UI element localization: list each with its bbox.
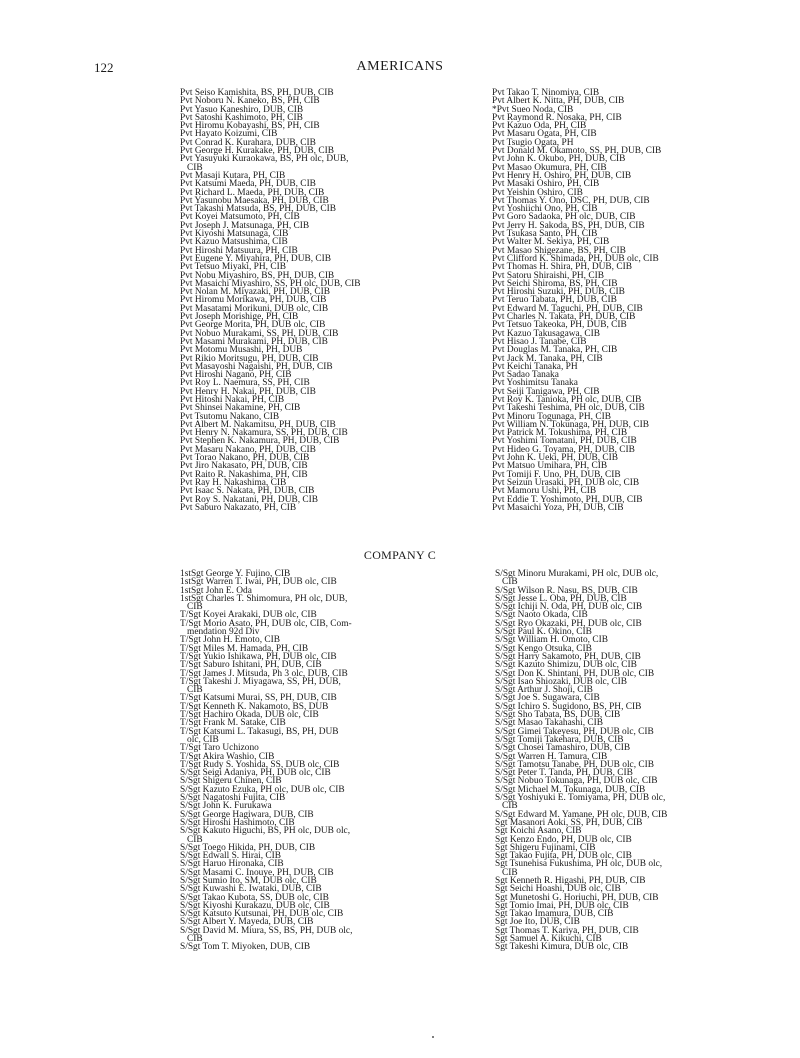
roster-entry: Sgt Takao Imamura, DUB, CIB (495, 909, 614, 920)
roster-entry: Sgt Joe Ito, DUB, CIB (495, 917, 580, 928)
roster-entry: Pvt Albert K. Nitta, PH, DUB, CIB (492, 96, 625, 107)
roster-entry: S/Sgt Isao Shiozaki, DUB olc, CIB (495, 676, 628, 687)
roster-entry: Pvt Nobuo Murakami, SS, PH, DUB, CIB (180, 328, 339, 339)
roster-entry: Pvt Jiro Nakasato, PH, DUB, CIB (180, 461, 308, 472)
roster-entry: Pvt Henry N. Nakamura, SS, PH, DUB, CIB (180, 428, 348, 439)
roster-entry: Pvt Hayato Koizumi, CIB (180, 129, 278, 140)
roster-entry: CIB (180, 834, 203, 845)
roster-entry: Pvt Seichi Shiroma, BS, PH, CIB (492, 278, 618, 289)
roster-entry: S/Sgt Don K. Shintani, PH, DUB olc, CIB (495, 668, 655, 679)
roster-entry: T/Sgt Katsumi Murai, SS, PH, DUB, CIB (180, 693, 337, 704)
roster-entry: Pvt Raito R. Nakashima, PH, CIB (180, 469, 308, 480)
roster-entry: Pvt Joseph J. Matsunaga, PH, CIB (180, 220, 310, 231)
roster-entry: S/Sgt Katsuto Kutsunai, PH, DUB olc, CIB (180, 909, 344, 920)
roster-entry: Sgt Masanori Aoki, SS, PH, DUB, CIB (495, 817, 643, 828)
roster-entry: Pvt Kiyoshi Matsunaga, CIB (180, 229, 289, 240)
roster-entry: S/Sgt Kazuto Shimizu, DUB olc, CIB (495, 660, 637, 671)
roster-entry: S/Sgt Toego Hikida, PH, DUB, CIB (180, 842, 316, 853)
roster-entry: Pvt Clifford K. Shimada, PH, DUB olc, CIB (492, 253, 659, 264)
roster-entry: Pvt Kazuo Takusagawa, CIB (492, 328, 601, 339)
roster-entry: Pvt Noboru N. Kaneko, BS, PH, CIB (180, 96, 320, 107)
roster-entry: Sgt Thomas T. Kariya, PH, DUB, CIB (495, 925, 639, 936)
roster-entry: T/Sgt Frank M. Satake, CIB (180, 718, 286, 729)
roster-entry: Pvt Tsugio Ogata, PH (492, 137, 574, 148)
roster-entry: Pvt Thomas Y. Ono, DSC, PH, DUB, CIB (492, 195, 650, 206)
roster-entry: Pvt Yeishin Oshiro, CIB (492, 187, 583, 198)
print-speck (432, 1036, 434, 1038)
roster-entry: Pvt Hiroshi Matsuura, PH, CIB (180, 245, 298, 256)
roster-entry: S/Sgt John K. Furukawa (180, 801, 272, 812)
roster-entry: Pvt Motomu Musashi, PH, DUB (180, 345, 303, 356)
roster-entry: Pvt Yasunobu Maesaka, PH, DUB, CIB (180, 195, 329, 206)
roster-entry: Pvt Joseph Morishige, PH, CIB (180, 312, 299, 323)
roster-entry: CIB (495, 577, 518, 588)
roster-entry: Pvt Masao Okumura, PH, CIB (492, 162, 607, 173)
roster-entry: T/Sgt Hachiro Okada, DUB olc, CIB (180, 710, 319, 721)
roster-entry: CIB (180, 162, 203, 173)
roster-entry: Pvt Takashi Matsuda, BS, PH, DUB, CIB (180, 204, 336, 215)
roster-entry: mendation 92d Div (180, 627, 260, 638)
roster-entry: S/Sgt Chosei Tamashiro, DUB, CIB (495, 743, 631, 754)
roster-entry: Pvt Nobu Miyashiro, BS, PH, DUB, CIB (180, 270, 335, 281)
roster-entry: *Pvt Sueo Noda, CIB (492, 104, 574, 115)
roster-entry: Pvt Masaru Ogata, PH, CIB (492, 129, 597, 140)
roster-entry: S/Sgt Nagatoshi Fujita, CIB (180, 793, 286, 804)
roster-entry: Pvt Keichi Tanaka, PH (492, 361, 578, 372)
roster-entry: Pvt George Morita, PH, DUB olc, CIB (180, 320, 326, 331)
roster-entry: S/Sgt Shigeru Chinen, CIB (180, 776, 282, 787)
roster-entry: olc, CIB (180, 734, 219, 745)
roster-entry: Pvt Roy L. Naemura, SS, PH, CIB (180, 378, 310, 389)
roster-entry: Pvt Roy S. Nakatani, PH, DUB, CIB (180, 494, 319, 505)
roster-entry: S/Sgt Seigi Adaniya, PH, DUB olc, CIB (180, 768, 331, 779)
roster-entry: Pvt Tetsuo Miyaki, PH, CIB (180, 262, 286, 273)
roster-entry: T/Sgt John H. Emoto, CIB (180, 635, 281, 646)
roster-entry: CIB (495, 801, 518, 812)
roster-entry: T/Sgt Miles M. Hamada, PH, CIB (180, 643, 309, 654)
roster-entry: Pvt Conrad K. Kurahara, DUB, CIB (180, 137, 316, 148)
roster-entry: Pvt Thomas H. Shira, PH, DUB, CIB (492, 262, 632, 273)
roster-entry: Pvt Ray H. Nakashima, CIB (180, 477, 287, 488)
roster-entry: Pvt Katsumi Maeda, PH, DUB, CIB (180, 179, 316, 190)
roster-entry: Pvt Sadao Tanaka (492, 370, 559, 381)
roster-entry: Sgt Tsunehisa Fukushima, PH olc, DUB olc, (495, 859, 663, 870)
roster-entry: Pvt Hiroshi Suzuki, PH, DUB, CIB (492, 287, 625, 298)
roster-entry: Pvt Tsukasa Santo, PH, CIB (492, 229, 598, 240)
roster-entry: Pvt Masaichi Miyashiro, SS, PH olc, DUB, CIB (180, 278, 361, 289)
page-number: 122 (94, 60, 114, 75)
roster-entry: S/Sgt Nobuo Tokunaga, PH, DUB olc, CIB (495, 776, 658, 787)
roster-entry: Pvt Edward M. Taguchi, PH, DUB, CIB (492, 303, 643, 314)
roster-entry: S/Sgt Hiroshi Hashimoto, CIB (180, 817, 295, 828)
roster-entry: S/Sgt Masao Takahashi, CIB (495, 718, 604, 729)
roster-entry: Pvt Torao Nakano, PH, DUB, CIB (180, 453, 310, 464)
roster-entry: S/Sgt Michael M. Tokunaga, DUB, CIB (495, 784, 646, 795)
roster-entry: Pvt Nolan M. Miyazaki, PH, DUB, CIB (180, 287, 330, 298)
running-head: AMERICANS (356, 59, 444, 74)
roster-entry: S/Sgt Ichiji N. Oda, PH, DUB olc, CIB (495, 602, 643, 613)
roster-entry: S/Sgt Minoru Murakami, PH olc, DUB olc, (495, 569, 659, 579)
roster-entry: T/Sgt Kenneth K. Nakamoto, BS, DUB (180, 701, 329, 712)
roster-entry: Pvt John K. Ueki, PH, DUB, CIB (492, 453, 619, 464)
roster-entry: Pvt Isaac S. Nakata, PH, DUB, CIB (180, 486, 315, 497)
roster-entry: S/Sgt Sho Tabata, BS, DUB, CIB (495, 710, 621, 721)
roster-entry: Sgt Samuel A. Kikuchi, CIB (495, 934, 602, 945)
roster-entry: Pvt Henry H. Nakai, PH, DUB, CIB (180, 386, 316, 397)
roster-entry: Pvt Shinsei Nakamine, PH, CIB (180, 403, 301, 414)
roster-entry: S/Sgt Kiyoshi Kurakazu, DUB olc, CIB (180, 900, 330, 911)
roster-entry: Sgt Munetoshi G. Horiuchi, PH, DUB, CIB (495, 892, 659, 903)
roster-entry: Pvt Hiromu Kobayashi, BS, PH, CIB (180, 121, 320, 132)
roster-entry: Sgt Takeshi Kimura, DUB olc, CIB (495, 942, 629, 953)
roster-entry: S/Sgt Paul K. Okino, CIB (495, 627, 592, 638)
roster-entry: T/Sgt Taro Uchizono (180, 743, 259, 754)
roster-entry: S/Sgt Wilson R. Nasu, BS, DUB, CIB (495, 585, 638, 596)
roster-entry: Sgt Shigeru Fujinami, CIB (495, 842, 596, 853)
roster-entry: Pvt Masao Shigezane, BS, PH, CIB (492, 245, 626, 256)
roster-entry: Pvt Seizun Urasaki, PH, DUB olc, CIB (492, 477, 640, 488)
roster-entry: S/Sgt Tamotsu Tanabe, PH, DUB olc, CIB (495, 759, 655, 770)
roster-entry: Sgt Takao Fujita, PH, DUB olc, CIB (495, 851, 632, 862)
roster-entry: S/Sgt Peter T. Tanda, PH, DUB, CIB (495, 768, 633, 779)
roster-entry: T/Sgt Koyei Arakaki, DUB olc, CIB (180, 610, 317, 621)
roster-entry: Pvt Satoru Shiraishi, PH, CIB (492, 270, 604, 281)
roster-entry: Sgt Kenneth R. Higashi, PH, DUB, CIB (495, 875, 646, 886)
roster-entry: S/Sgt Kazuto Ezuka, PH olc, DUB olc, CIB (180, 784, 345, 795)
roster-entry: Pvt Roy K. Tanioka, PH olc, DUB, CIB (492, 394, 642, 405)
roster-entry: Pvt Jack M. Tanaka, PH, CIB (492, 353, 603, 364)
roster-entry: Pvt Eugene Y. Miyahira, PH, DUB, CIB (180, 253, 332, 264)
roster-entry: Pvt Teruo Tabata, PH, DUB, CIB (492, 295, 617, 306)
roster-entry: S/Sgt Sumio Ito, SM, DUB olc, CIB (180, 875, 317, 886)
roster-entry: S/Sgt George Hagiwara, DUB, CIB (180, 809, 314, 820)
roster-entry: Pvt Kazuo Matsushima, CIB (180, 237, 288, 248)
roster-entry: 1stSgt Warren T. Iwai, PH, DUB olc, CIB (180, 577, 337, 588)
roster-entry: Pvt Masatami Morikuni, DUB olc, CIB (180, 303, 329, 314)
roster-entry: Pvt Eddie T. Yoshimoto, PH, DUB, CIB (492, 494, 643, 505)
roster-entry: Pvt Tomiji F. Uno, PH, DUB, CIB (492, 469, 621, 480)
roster-entry: S/Sgt Masami C. Inouye, PH, DUB, CIB (180, 867, 334, 878)
roster-entry: 1stSgt George Y. Fujino, CIB (180, 569, 291, 579)
roster-entry: Pvt Yoshimi Tomatani, PH, DUB, CIB (492, 436, 637, 447)
roster-entry: Pvt Yoshiichi Ono, PH, CIB (492, 204, 598, 215)
roster-column-upper-right (492, 89, 792, 512)
roster-entry: Pvt Masaki Oshiro, PH, CIB (492, 179, 600, 190)
roster-entry: 1stSgt Charles T. Shimomura, PH olc, DUB, (180, 593, 348, 604)
roster-entry: T/Sgt Saburo Ishitani, PH, DUB, CIB (180, 660, 322, 671)
roster-entry: Pvt Stephen K. Nakamura, PH, DUB, CIB (180, 436, 340, 447)
roster-column-upper-left (180, 89, 472, 512)
roster-entry: CIB (180, 685, 203, 696)
roster-entry: Pvt Masami Murakami, PH, DUB, CIB (180, 336, 328, 347)
roster-entry: Pvt Hiromu Morikawa, PH, DUB, CIB (180, 295, 327, 306)
roster-entry: Pvt Masayoshi Nagaishi, PH, DUB, CIB (180, 361, 333, 372)
roster-entry: S/Sgt Harry Sakamoto, PH, DUB, CIB (495, 651, 641, 662)
roster-entry: Pvt Henry H. Oshiro, PH, DUB, CIB (492, 170, 632, 181)
roster-entry: T/Sgt Takeshi J. Miyagawa, SS, PH, DUB, (180, 676, 341, 687)
roster-entry: T/Sgt James J. Mitsuda, Ph 3 olc, DUB, CIB (180, 668, 348, 679)
roster-entry: Pvt Goro Sadaoka, PH olc, DUB, CIB (492, 212, 636, 223)
roster-entry: Pvt Patrick M. Tokushima, PH, CIB (492, 428, 628, 439)
roster-entry: CIB (495, 867, 518, 878)
roster-entry: Pvt Masaru Nakano, PH, DUB, CIB (180, 444, 316, 455)
roster-entry: CIB (180, 934, 203, 945)
roster-column-lower-right (495, 570, 795, 952)
roster-entry: S/Sgt Warren H. Tamura, CIB (495, 751, 608, 762)
roster-entry: Pvt Yoshimitsu Tanaka (492, 378, 578, 389)
roster-entry: Pvt Hideo G. Toyama, PH, DUB, CIB (492, 444, 635, 455)
roster-entry: S/Sgt Kuwashi E. Iwataki, DUB, CIB (180, 884, 322, 895)
roster-entry: T/Sgt Akira Washio, CIB (180, 751, 275, 762)
roster-entry: S/Sgt Naoto Okada, CIB (495, 610, 588, 621)
roster-entry: S/Sgt Kakuto Higuchi, BS, PH olc, DUB olc, (180, 826, 351, 837)
roster-entry: T/Sgt Katsumi L. Takasugi, BS, PH, DUB (180, 726, 339, 737)
roster-entry: S/Sgt Jesse L. Oba, PH, DUB, CIB (495, 593, 627, 604)
roster-entry: Pvt Mamoru Ushi, PH, CIB (492, 486, 597, 497)
roster-entry: Pvt Masaichi Yoza, PH, DUB, CIB (492, 502, 624, 513)
roster-entry: S/Sgt William H. Omoto, CIB (495, 635, 609, 646)
roster-entry: Pvt William N. Tokunaga, PH, DUB, CIB (492, 419, 649, 430)
roster-entry: Pvt Douglas M. Tanaka, PH, CIB (492, 345, 618, 356)
roster-entry: Pvt Masaji Kutara, PH, CIB (180, 170, 286, 181)
roster-entry: Pvt Tsutomu Nakano, CIB (180, 411, 280, 422)
roster-entry: S/Sgt Albert Y. Mayeda, DUB, CIB (180, 917, 314, 928)
roster-entry: 1stSgt John E. Oda (180, 585, 252, 596)
roster-entry: Pvt Donald M. Okamoto, SS, PH, DUB, CIB (492, 146, 662, 157)
roster-entry: S/Sgt Joe S. Sugawara, CIB (495, 693, 600, 704)
roster-entry: Pvt Kazuo Oda, PH, CIB (492, 121, 587, 132)
roster-entry: S/Sgt Gimei Takeyesu, PH, DUB olc, CIB (495, 726, 654, 737)
roster-entry: Pvt Rikio Moritsugu, PH, DUB, CIB (180, 353, 319, 364)
roster-entry: Pvt Walter M. Sekiya, PH, CIB (492, 237, 610, 248)
roster-entry: Pvt Hitoshi Nakai, PH, CIB (180, 394, 285, 405)
roster-entry: T/Sgt Yukio Ishikawa, PH, DUB olc, CIB (180, 651, 337, 662)
roster-entry: Pvt Charles N. Takata, PH, DUB, CIB (492, 312, 636, 323)
roster-entry: Pvt Koyei Matsumoto, PH, CIB (180, 212, 300, 223)
roster-entry: S/Sgt Tomiji Takehara, DUB, CIB (495, 734, 624, 745)
roster-entry: S/Sgt Ryo Okazaki, PH, DUB olc, CIB (495, 618, 642, 629)
roster-entry: S/Sgt Edwall S. Hirai, CIB (180, 851, 282, 862)
roster-entry: T/Sgt Morio Asato, PH, DUB olc, CIB, Com- (180, 618, 352, 629)
roster-entry: Sgt Seichi Hoashi, DUB olc, CIB (495, 884, 621, 895)
roster-entry: CIB (180, 602, 203, 613)
roster-entry: S/Sgt Kengo Otsuka, CIB (495, 643, 592, 654)
roster-entry: Pvt Seiso Kamishita, BS, PH, DUB, CIB (180, 88, 334, 98)
roster-entry: Pvt Tetsuo Takeoka, PH, DUB, CIB (492, 320, 627, 331)
roster-entry: Pvt Hiroshi Nagano, PH, CIB (180, 370, 292, 381)
roster-entry: Pvt Hisao J. Tanabe, CIB (492, 336, 587, 347)
roster-entry: Pvt Richard L. Maeda, PH, DUB, CIB (180, 187, 325, 198)
roster-entry: Pvt Seiji Tanigawa, PH, CIB (492, 386, 600, 397)
roster-entry: Pvt Minoru Togunaga, PH, CIB (492, 411, 611, 422)
roster-entry: T/Sgt Rudy S. Yoshida, SS, DUB olc, CIB (180, 759, 340, 770)
roster-entry: Pvt Yasuyuki Kuraokawa, BS, PH olc, DUB, (180, 154, 349, 165)
roster-entry: S/Sgt David M. Miura, SS, BS, PH, DUB olc, (180, 925, 353, 936)
roster-column-lower-left (180, 570, 480, 952)
roster-entry: S/Sgt Takao Kubota, SS, DUB olc, CIB (180, 892, 329, 903)
roster-entry: Pvt Matsuo Umihara, PH, CIB (492, 461, 608, 472)
roster-entry: Sgt Tomio Imai, PH, DUB olc, CIB (495, 900, 629, 911)
roster-entry: S/Sgt Ichiro S. Sugidono, BS, PH, CIB (495, 701, 642, 712)
roster-entry: Pvt Albert M. Nakamitsu, PH, DUB, CIB (180, 419, 336, 430)
roster-entry: S/Sgt Arthur J. Shoji, CIB (495, 685, 593, 696)
roster-entry: Sgt Kenzo Endo, PH, DUB olc, CIB (495, 834, 632, 845)
roster-entry: S/Sgt Tom T. Miyoken, DUB, CIB (180, 942, 311, 953)
roster-entry: S/Sgt Edward M. Yamane, PH olc, DUB, CIB (495, 809, 668, 820)
roster-entry: Sgt Koichi Asano, CIB (495, 826, 582, 837)
roster-entry: S/Sgt Haruo Hironaka, CIB (180, 859, 284, 870)
roster-entry: Pvt Jerry H. Sakoda, BS, PH, DUB, CIB (492, 220, 645, 231)
roster-entry: Pvt George H. Kurakake, PH, DUB, CIB (180, 146, 334, 157)
roster-entry: Pvt Raymond R. Nosaka, PH, CIB (492, 112, 622, 123)
roster-entry: Pvt Satoshi Kashimoto, PH, CIB (180, 112, 303, 123)
roster-entry: Pvt Saburo Nakazato, PH, CIB (180, 502, 297, 513)
roster-entry: Pvt John K. Okubo, PH, DUB, CIB (492, 154, 626, 165)
roster-entry: Pvt Takeshi Teshima, PH olc, DUB, CIB (492, 403, 645, 414)
section-heading-company-c: COMPANY C (363, 548, 437, 562)
roster-entry: S/Sgt Yoshiyuki E. Tomiyama, PH, DUB olc, (495, 793, 666, 804)
roster-entry: Pvt Takao T. Ninomiya, CIB (492, 88, 600, 98)
roster-entry: Pvt Yasuo Kaneshiro, DUB, CIB (180, 104, 304, 115)
